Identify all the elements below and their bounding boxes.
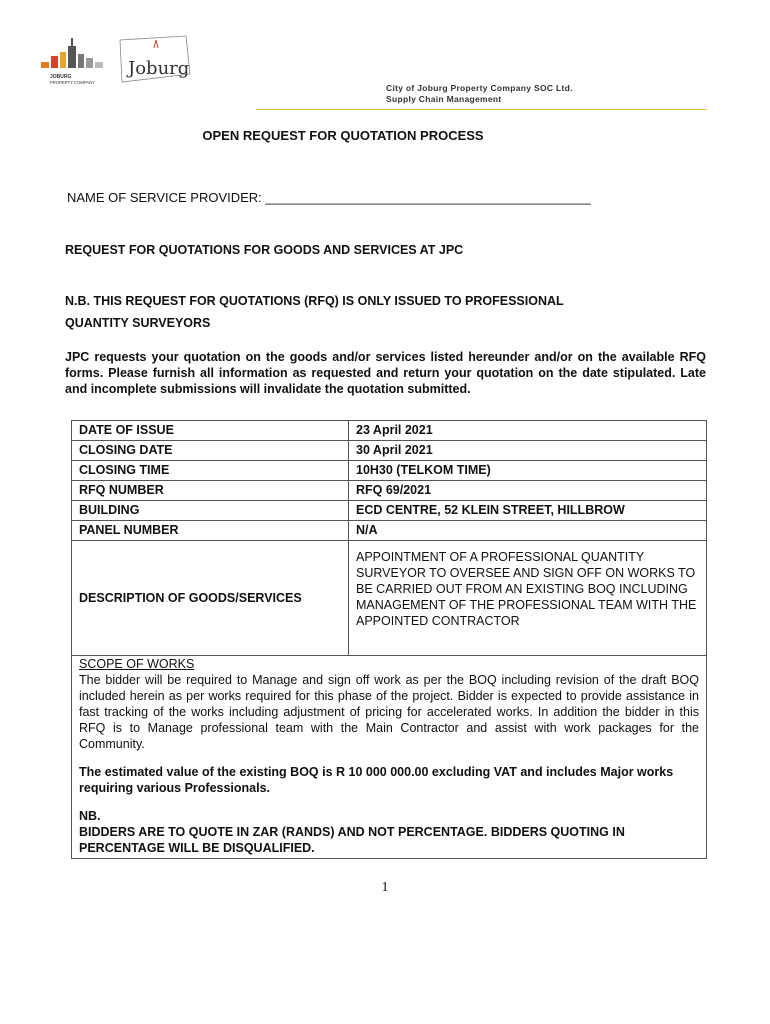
nb-notice-line-1: N.B. THIS REQUEST FOR QUOTATIONS (RFQ) IS ONLY ISSUED TO PROFESSIONAL	[65, 294, 564, 308]
svg-text:PROPERTY COMPANY: PROPERTY COMPANY	[50, 80, 95, 85]
company-name: City of Joburg Property Company SOC Ltd.	[386, 83, 573, 93]
document-title: OPEN REQUEST FOR QUOTATION PROCESS	[202, 128, 484, 143]
scope-text: The bidder will be required to Manage and sign off work as per the BOQ including revision of the draft BOQ included herein as per works required for this phase of the project. Bidder is expected to provide assistance in fast tracking of the works including adjustment of pricing for accelerated works. In addition the bidder in this RFQ is to Manage professional team with the Main Contractor and assist with work packages for the Community.	[79, 673, 699, 751]
nb-text: BIDDERS ARE TO QUOTE IN ZAR (RANDS) AND NOT PERCENTAGE. BIDDERS QUOTING IN PERCENTAGE WILL BE DISQUALIFIED.	[79, 825, 625, 855]
row-value: 30 April 2021	[349, 441, 707, 461]
row-value: 10H30 (TELKOM TIME)	[349, 461, 707, 481]
intro-paragraph: JPC requests your quotation on the goods and/or services listed hereunder and/or on the available RFQ forms. Please furnish all information as requested and return your quotation on the date stipulated. Late and incomplete submissions will invalidate the quotation submitted.	[65, 350, 706, 396]
joburg-city-logo	[116, 34, 194, 86]
description-row	[72, 541, 707, 656]
estimate-text: The estimated value of the existing BOQ is R 10 000 000.00 excluding VAT and includes Major works requiring various Professionals.	[79, 765, 674, 795]
nb-notice	[65, 290, 705, 334]
table-row	[72, 501, 707, 521]
scope-title: SCOPE OF WORKS	[79, 657, 195, 671]
row-value: RFQ 69/2021	[349, 481, 707, 501]
row-label: PANEL NUMBER	[72, 521, 349, 541]
rfq-heading: REQUEST FOR QUOTATIONS FOR GOODS AND SERVICES AT JPC	[65, 243, 464, 257]
table-row	[72, 421, 707, 441]
row-label: BUILDING	[72, 501, 349, 521]
company-details	[386, 83, 573, 105]
table-row	[72, 481, 707, 501]
header-divider	[256, 109, 707, 110]
row-value: ECD CENTRE, 52 KLEIN STREET, HILLBROW	[349, 501, 707, 521]
row-value: 23 April 2021	[349, 421, 707, 441]
table-row	[72, 521, 707, 541]
row-label: CLOSING DATE	[72, 441, 349, 461]
page-number: 1	[381, 880, 389, 895]
scope-row	[72, 656, 707, 859]
nb-notice-line-2: QUANTITY SURVEYORS	[65, 316, 211, 330]
scope-cell	[72, 656, 707, 859]
nb-label: NB.	[79, 809, 101, 823]
description-label: DESCRIPTION OF GOODS/SERVICES	[72, 541, 349, 656]
department-name: Supply Chain Management	[386, 94, 502, 104]
svg-text:Joburg: Joburg	[128, 58, 190, 79]
svg-text:JOBURG: JOBURG	[50, 74, 72, 80]
joburg-property-company-logo	[40, 34, 112, 92]
description-value: APPOINTMENT OF A PROFESSIONAL QUANTITY SURVEYOR TO OVERSEE AND SIGN OFF ON WORKS TO BE CARRIED OUT FROM AN EXISTING BOQ INCLUDING MANAGEMENT OF THE PROFESSIONAL TEAM WITH THE APPOINTED CONTRACTOR	[349, 541, 707, 656]
row-label: CLOSING TIME	[72, 461, 349, 481]
service-provider-field: NAME OF SERVICE PROVIDER: _____________________________________________	[67, 190, 591, 205]
row-value: N/A	[349, 521, 707, 541]
row-label: RFQ NUMBER	[72, 481, 349, 501]
table-row	[72, 461, 707, 481]
row-label: DATE OF ISSUE	[72, 421, 349, 441]
rfq-details-table	[71, 420, 707, 859]
nb-block	[79, 808, 699, 856]
table-row	[72, 441, 707, 461]
